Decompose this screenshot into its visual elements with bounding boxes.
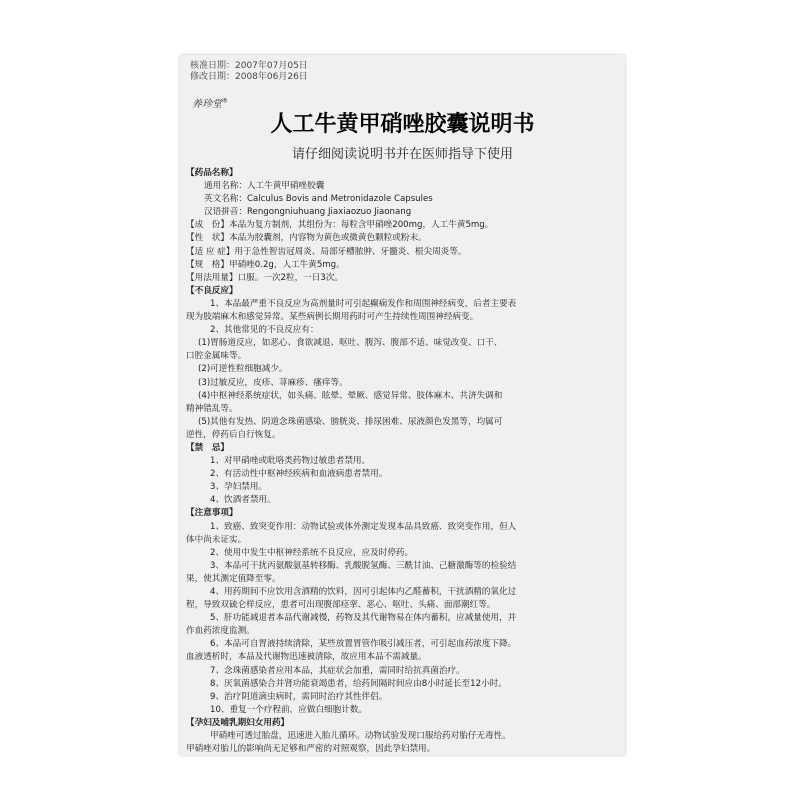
registered-mark: ®	[222, 97, 228, 105]
precaution-line: 体中尚未证实。	[186, 534, 247, 545]
precaution-line: 2、使用中发生中枢神经系统不良反应，应及时停药。	[210, 547, 414, 558]
precaution-line: 1、致癌、致突变作用：动物试验或体外测定发现本品具致癌、致突变作用，但人	[210, 521, 517, 532]
precaution-line: 5、肝功能减退者本品代谢减慢，药物及其代谢物易在体内蓄积，应减量使用，并	[210, 613, 517, 624]
approve-date: 核准日期：2007年07月05日	[190, 61, 308, 71]
section-ingredients: 【成 份】本品为复方制剂，其组份为：每粒含甲硝唑200mg，人工牛黄5mg。	[186, 220, 494, 231]
precaution-line: 血液透析时，本品及代谢物迅速被清除，故应用本品不需减量。	[186, 652, 427, 663]
contraindication-line: 1、对甲硝唑或吡咯类药物过敏患者禁用。	[210, 456, 371, 467]
contraindication-line: 3、孕妇禁用。	[210, 482, 268, 493]
section-heading-adverse: 【不良反应】	[186, 285, 238, 296]
precaution-line: 果，使其测定值降至零。	[186, 573, 281, 584]
adverse-line: 逆性，停药后自行恢复。	[186, 429, 281, 440]
section-heading-pregnancy: 【孕妇及哺乳期妇女用药】	[186, 717, 290, 728]
precaution-line: 3、本品可干扰丙氨酸氨基转移酶、乳酸脱氢酶、三酰甘油、己糖激酶等的检验结	[210, 560, 517, 571]
adverse-line: (5)其他有发热、阴道念珠菌感染、膀胱炎、排尿困难、尿液颜色发黑等，均属可	[198, 416, 503, 427]
adverse-line: 精神错乱等。	[186, 403, 238, 414]
leaflet-sheet	[180, 55, 625, 755]
adverse-line: (1)胃肠道反应，如恶心、食欲减退、呕吐、腹泻、腹部不适、味觉改变、口干、	[198, 338, 503, 349]
precaution-line: 8、厌氧菌感染合并肾功能衰竭患者，给药间隔时间应由8小时延长至12小时。	[210, 678, 507, 689]
pregnancy-line: 甲硝唑对胎儿的影响尚无足够和严密的对照观察，因此孕妇禁用。	[186, 744, 436, 755]
precaution-line: 6、本品可自胃液持续清除，某些放置胃管作吸引减压者，可引起血药浓度下降。	[210, 639, 517, 650]
adverse-line: 1、本品最严重不良反应为高剂量时可引起癫痫发作和周围神经病变，后者主要表	[210, 298, 517, 309]
section-heading-drug-name: 【药品名称】	[186, 168, 238, 178]
adverse-line: (2)可逆性粒细胞减少。	[198, 364, 288, 375]
section-heading-contraindications: 【禁 忌】	[186, 442, 229, 453]
document-subtitle: 请仔细阅读说明书并在医师指导下使用	[291, 147, 513, 162]
adverse-line: (4)中枢神经系统症状，如头痛、眩晕、晕厥、感觉异常、肢体麻木、共济失调和	[198, 390, 503, 401]
generic-name: 通用名称：人工牛黄甲硝唑胶囊	[204, 181, 325, 192]
section-indications: 【适 应 症】用于急性智齿冠周炎、局部牙槽脓肿、牙髓炎、根尖周炎等。	[186, 246, 467, 257]
brand-name: 养珍堂	[192, 99, 222, 110]
revise-date: 修改日期：2008年06月26日	[190, 72, 308, 82]
adverse-line: 现为肢端麻木和感觉异常。某些病例长期用药时可产生持续性周围神经病变。	[186, 312, 479, 323]
document-title: 人工牛黄甲硝唑胶囊说明书	[270, 111, 535, 137]
section-heading-precautions: 【注意事项】	[186, 508, 238, 519]
approval-dates	[190, 61, 308, 83]
contraindication-line: 4、饮酒者禁用。	[210, 495, 276, 506]
precaution-line: 4、用药期间不应饮用含酒精的饮料，因可引起体内乙醛蓄积，干扰酒精的氧化过	[210, 587, 517, 597]
contraindication-line: 2、有活动性中枢神经疾病和血液病患者禁用。	[210, 469, 388, 480]
english-name: 英文名称：Calculus Bovis and Metronidazole Capsules	[204, 194, 433, 205]
pregnancy-line: 甲硝唑可透过胎盘，迅速进入胎儿循环。动物试验发现口服给药对胎仔无毒性。	[210, 731, 511, 742]
precaution-line: 程，导致双硫仑样反应，患者可出现腹部痉挛、恶心、呕吐、头痛、面部潮红等。	[186, 600, 496, 611]
precaution-line: 7、念珠菌感染者应用本品，其症状会加重，需同时给抗真菌治疗。	[210, 665, 465, 676]
section-dosage: 【用法用量】口服。一次2粒，一日3次。	[186, 272, 344, 283]
adverse-line: (3)过敏反应，皮疹、荨麻疹、瘙痒等。	[198, 377, 348, 388]
precaution-line: 9、治疗阴道滴虫病时，需同时治疗其性伴侣。	[210, 691, 388, 702]
precaution-line: 作血药浓度监测。	[186, 626, 255, 637]
section-appearance: 【性 状】本品为胶囊剂，内容物为黄色或微黄色颗粒或粉末。	[186, 233, 427, 244]
section-specification: 【规 格】甲硝唑0.2g，人工牛黄5mg。	[186, 259, 345, 270]
adverse-line: 2、其他常见的不良反应有：	[210, 325, 319, 336]
pinyin-name: 汉语拼音：Rengongniuhuang Jiaxiaozuo Jiaonang	[204, 207, 412, 218]
precaution-line: 10、重复一个疗程前，应做白细胞计数。	[210, 704, 368, 715]
adverse-line: 口腔金属味等。	[186, 351, 247, 362]
leaflet-body	[186, 167, 614, 755]
